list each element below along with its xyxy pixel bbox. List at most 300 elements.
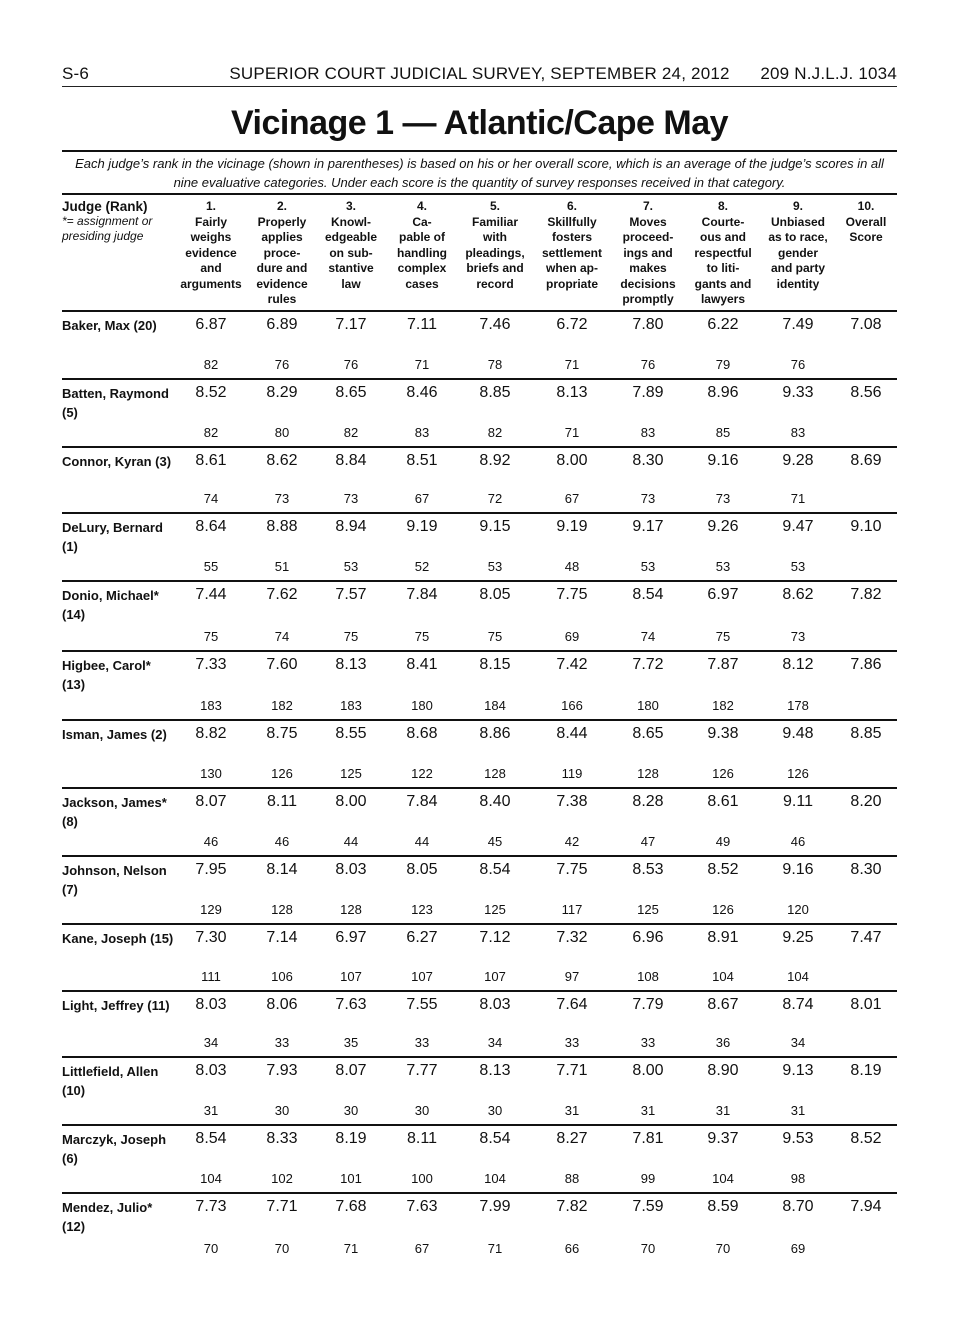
- judge-name-line: Connor, Kyran (3): [62, 454, 172, 469]
- header-rule: [62, 86, 897, 87]
- response-count: 180: [411, 698, 433, 713]
- column-header-1: [180, 199, 241, 292]
- table-row: [62, 378, 897, 448]
- category-score: 8.52: [707, 861, 739, 878]
- intro-paragraph: Each judge’s rank in the vicinage (shown in parentheses) is based on his or her overall score, which is an average of the judge’s scores in all nine evaluative categories. Under each score is the quantity of survey responses received in that category.: [75, 156, 884, 190]
- response-count: 76: [790, 357, 806, 372]
- response-count: 46: [790, 834, 806, 849]
- column-header-line: as to race,: [768, 230, 828, 244]
- citation: 209 N.J.L.J. 1034: [760, 64, 897, 83]
- response-count: 125: [340, 766, 362, 781]
- response-count: 53: [790, 559, 806, 574]
- category-score: 6.89: [266, 316, 298, 333]
- column-header-line: makes: [629, 261, 667, 275]
- category-score: 8.91: [707, 929, 739, 946]
- column-header-line: 3.: [345, 199, 356, 213]
- column-header-line: Score: [849, 230, 883, 244]
- response-count: 102: [271, 1171, 293, 1186]
- response-count: 126: [712, 766, 734, 781]
- category-score: 7.63: [335, 996, 367, 1013]
- category-score: 8.46: [406, 384, 438, 401]
- category-score: 8.11: [407, 1130, 437, 1147]
- category-score: 7.38: [556, 793, 588, 810]
- category-score: 7.60: [266, 656, 298, 673]
- judge-name: [62, 586, 174, 624]
- category-score: 8.90: [707, 1062, 739, 1079]
- response-count: 104: [712, 969, 734, 984]
- column-header-line: 1.: [205, 199, 217, 213]
- category-score: 7.63: [406, 1198, 438, 1215]
- response-count: 66: [564, 1241, 580, 1256]
- response-count: 30: [274, 1103, 290, 1118]
- judge-name-line: (10): [62, 1083, 86, 1098]
- category-score: 7.79: [632, 996, 664, 1013]
- category-score: 9.11: [783, 793, 813, 810]
- column-header-8: [694, 199, 751, 308]
- category-score: 7.95: [195, 861, 227, 878]
- column-header-line: arguments: [180, 276, 242, 291]
- column-header-line: and party: [770, 261, 825, 275]
- category-score: 9.25: [782, 929, 814, 946]
- column-header-line: ous and: [699, 230, 747, 244]
- category-score: 7.30: [195, 929, 227, 946]
- column-header-6: [542, 199, 602, 292]
- category-score: 7.49: [782, 316, 814, 333]
- category-score: 8.40: [479, 793, 511, 810]
- response-count: 44: [414, 834, 430, 849]
- judge-name-line: Littlefield, Allen: [62, 1064, 159, 1079]
- response-count: 30: [414, 1103, 430, 1118]
- response-count: 178: [787, 698, 809, 713]
- column-header-5: [465, 199, 524, 292]
- category-score: 8.84: [335, 452, 367, 469]
- response-count: 44: [343, 834, 359, 849]
- column-header-line: evidence: [256, 276, 308, 291]
- category-score: 8.05: [479, 586, 511, 603]
- category-score: 9.13: [782, 1062, 814, 1079]
- response-count: 75: [203, 629, 219, 644]
- category-score: 9.19: [556, 518, 588, 535]
- response-count: 33: [274, 1035, 290, 1050]
- response-count: 119: [561, 766, 583, 781]
- response-count: 123: [411, 902, 433, 917]
- judge-name: [62, 929, 174, 948]
- category-score: 8.14: [266, 861, 298, 878]
- response-count: 76: [274, 357, 290, 372]
- response-count: 46: [274, 834, 290, 849]
- category-score: 7.44: [195, 586, 227, 603]
- category-score: 7.73: [195, 1198, 227, 1215]
- response-count: 74: [203, 491, 219, 506]
- response-count: 182: [271, 698, 293, 713]
- column-header-line: propriate: [545, 276, 598, 291]
- running-head: [62, 64, 897, 86]
- table-row: [62, 310, 897, 380]
- column-header-line: 5.: [489, 199, 500, 213]
- category-score: 6.96: [632, 929, 664, 946]
- column-header-line: ings and: [623, 245, 673, 260]
- response-count: 52: [414, 559, 430, 574]
- category-score: 8.61: [707, 793, 739, 810]
- response-count: 80: [274, 425, 290, 440]
- category-score: 8.33: [266, 1130, 298, 1147]
- category-score: 7.64: [556, 996, 588, 1013]
- category-score: 8.82: [195, 725, 227, 742]
- response-count: 126: [712, 902, 734, 917]
- response-count: 88: [564, 1171, 580, 1186]
- response-count: 76: [343, 357, 359, 372]
- response-count: 74: [640, 629, 656, 644]
- column-header-line: applies: [261, 230, 303, 244]
- response-count: 33: [640, 1035, 656, 1050]
- response-count: 104: [787, 969, 809, 984]
- category-score: 9.19: [406, 518, 438, 535]
- category-score: 8.64: [195, 518, 227, 535]
- table-row: [62, 512, 897, 582]
- judge-name-line: (7): [62, 882, 78, 897]
- category-score: 8.62: [782, 586, 814, 603]
- column-header-line: identity: [776, 276, 820, 291]
- response-count: 30: [343, 1103, 359, 1118]
- category-score: 9.47: [782, 518, 814, 535]
- overall-score: 7.08: [850, 316, 882, 333]
- column-header-line: settlement: [541, 245, 603, 260]
- response-count: 130: [200, 766, 222, 781]
- response-count: 82: [343, 425, 359, 440]
- response-count: 83: [414, 425, 430, 440]
- category-score: 6.97: [707, 586, 739, 603]
- response-count: 108: [637, 969, 659, 984]
- column-header-line: Fairly: [194, 214, 228, 229]
- category-score: 8.07: [335, 1062, 367, 1079]
- category-score: 8.55: [335, 725, 367, 742]
- overall-score: 7.86: [850, 656, 882, 673]
- column-header-line: Overall: [845, 214, 887, 229]
- category-score: 8.54: [195, 1130, 227, 1147]
- response-count: 97: [564, 969, 580, 984]
- response-count: 182: [712, 698, 734, 713]
- category-score: 7.93: [266, 1062, 298, 1079]
- column-header-line: pable of: [398, 230, 445, 244]
- category-score: 8.00: [335, 793, 367, 810]
- response-count: 53: [640, 559, 656, 574]
- category-score: 8.62: [266, 452, 298, 469]
- judge-name-line: Donio, Michael*: [62, 588, 159, 603]
- category-score: 8.13: [556, 384, 588, 401]
- column-header-line: 9.: [792, 199, 803, 213]
- table-row: [62, 719, 897, 789]
- response-count: 128: [340, 902, 362, 917]
- response-count: 71: [790, 491, 806, 506]
- response-count: 53: [343, 559, 359, 574]
- judge-name-line: (12): [62, 1219, 86, 1234]
- category-score: 7.46: [479, 316, 511, 333]
- column-header-line: Ca-: [412, 214, 432, 229]
- column-header-2: [256, 199, 307, 308]
- table-row: [62, 1192, 897, 1264]
- column-header-line: gants and: [694, 276, 752, 291]
- category-score: 8.74: [782, 996, 814, 1013]
- response-count: 129: [200, 902, 222, 917]
- column-header-line: 10.: [857, 199, 875, 213]
- column-header-9: [768, 199, 827, 292]
- judge-name: [62, 793, 174, 831]
- category-score: 7.87: [707, 656, 739, 673]
- category-score: 8.13: [479, 1062, 511, 1079]
- response-count: 183: [340, 698, 362, 713]
- response-count: 71: [564, 425, 580, 440]
- judge-name-line: Isman, James (2): [62, 727, 167, 742]
- judge-name: [62, 1130, 174, 1168]
- category-score: 9.53: [782, 1130, 814, 1147]
- category-score: 9.48: [782, 725, 814, 742]
- category-score: 7.14: [266, 929, 298, 946]
- response-count: 75: [715, 629, 731, 644]
- category-score: 8.00: [632, 1062, 664, 1079]
- judge-name: [62, 996, 174, 1015]
- category-score: 7.99: [479, 1198, 511, 1215]
- table-row: [62, 580, 897, 652]
- judge-name: [62, 656, 174, 694]
- response-count: 180: [637, 698, 659, 713]
- response-count: 53: [487, 559, 503, 574]
- response-count: 83: [640, 425, 656, 440]
- response-count: 49: [715, 834, 731, 849]
- judge-name: [62, 725, 174, 744]
- category-score: 8.27: [556, 1130, 588, 1147]
- category-score: 8.88: [266, 518, 298, 535]
- category-score: 7.62: [266, 586, 298, 603]
- judge-header-title: Judge (Rank): [62, 199, 148, 214]
- response-count: 82: [487, 425, 503, 440]
- response-count: 70: [203, 1241, 219, 1256]
- response-count: 126: [787, 766, 809, 781]
- response-count: 117: [561, 902, 583, 917]
- judge-name-line: Mendez, Julio*: [62, 1200, 153, 1215]
- response-count: 75: [414, 629, 430, 644]
- column-header-line: edgeable: [324, 230, 378, 244]
- category-score: 8.52: [195, 384, 227, 401]
- response-count: 82: [203, 425, 219, 440]
- category-score: 8.29: [266, 384, 298, 401]
- category-score: 8.03: [195, 996, 227, 1013]
- category-score: 7.68: [335, 1198, 367, 1215]
- category-score: 6.27: [406, 929, 438, 946]
- response-count: 48: [564, 559, 580, 574]
- response-count: 106: [271, 969, 293, 984]
- judge-name-line: Baker, Max (20): [62, 318, 157, 333]
- overall-score: 8.52: [850, 1130, 882, 1147]
- category-score: 8.44: [556, 725, 588, 742]
- column-header-10: [846, 199, 887, 246]
- column-header-line: Skillfully: [547, 214, 597, 229]
- overall-score: 8.19: [850, 1062, 882, 1079]
- table-row: [62, 990, 897, 1058]
- column-header-line: 8.: [717, 199, 729, 213]
- column-header-line: gender: [777, 245, 818, 260]
- response-count: 67: [564, 491, 580, 506]
- response-count: 31: [203, 1103, 219, 1118]
- judge-name-line: (1): [62, 539, 78, 554]
- response-count: 104: [712, 1171, 734, 1186]
- category-score: 8.41: [406, 656, 438, 673]
- column-header-line: complex: [397, 261, 447, 275]
- category-score: 7.84: [406, 793, 438, 810]
- category-score: 7.42: [556, 656, 588, 673]
- column-header-line: with: [483, 230, 507, 244]
- category-score: 8.96: [707, 384, 739, 401]
- response-count: 128: [271, 902, 293, 917]
- category-score: 8.00: [556, 452, 588, 469]
- column-header-line: Unbiased: [770, 214, 825, 229]
- response-count: 128: [637, 766, 659, 781]
- response-count: 83: [790, 425, 806, 440]
- category-score: 9.16: [782, 861, 814, 878]
- response-count: 125: [484, 902, 506, 917]
- category-score: 9.16: [707, 452, 739, 469]
- response-count: 99: [640, 1171, 656, 1186]
- column-header-line: rules: [267, 292, 297, 306]
- judge-name-line: DeLury, Bernard: [62, 520, 163, 535]
- response-count: 73: [343, 491, 359, 506]
- judge-name-line: Jackson, James*: [62, 795, 167, 810]
- response-count: 166: [561, 698, 583, 713]
- category-score: 6.87: [195, 316, 227, 333]
- judge-name-line: (6): [62, 1151, 78, 1166]
- response-count: 98: [790, 1171, 806, 1186]
- category-score: 8.11: [267, 793, 297, 810]
- judge-name-line: Higbee, Carol*: [62, 658, 151, 673]
- category-score: 6.22: [707, 316, 739, 333]
- response-count: 31: [564, 1103, 580, 1118]
- response-count: 72: [487, 491, 503, 506]
- response-count: 126: [271, 766, 293, 781]
- column-header-line: Knowl-: [331, 214, 371, 229]
- page-label: S-6: [62, 64, 90, 83]
- response-count: 101: [340, 1171, 362, 1186]
- column-header-line: fosters: [551, 230, 592, 244]
- category-score: 8.53: [632, 861, 664, 878]
- response-count: 122: [411, 766, 433, 781]
- judge-name: [62, 384, 174, 422]
- column-header-line: decisions: [620, 276, 676, 291]
- category-score: 8.61: [195, 452, 227, 469]
- response-count: 78: [487, 357, 503, 372]
- category-score: 8.54: [479, 1130, 511, 1147]
- category-score: 8.86: [479, 725, 511, 742]
- category-score: 7.71: [266, 1198, 298, 1215]
- category-score: 8.03: [195, 1062, 227, 1079]
- response-count: 183: [200, 698, 222, 713]
- column-header-line: 6.: [566, 199, 577, 213]
- category-score: 7.84: [406, 586, 438, 603]
- response-count: 36: [715, 1035, 731, 1050]
- response-count: 107: [340, 969, 362, 984]
- category-score: 7.75: [556, 586, 588, 603]
- response-count: 76: [640, 357, 656, 372]
- category-score: 8.92: [479, 452, 511, 469]
- response-count: 107: [484, 969, 506, 984]
- page-title: Vicinage 1 — Atlantic/Cape May: [230, 104, 729, 142]
- overall-score: 8.85: [850, 725, 882, 742]
- response-count: 82: [203, 357, 219, 372]
- column-header-line: cases: [405, 276, 439, 291]
- category-score: 9.26: [707, 518, 739, 535]
- response-count: 30: [487, 1103, 503, 1118]
- column-header-line: stantive: [328, 261, 374, 275]
- judge-name: [62, 1198, 174, 1236]
- column-header-line: handling: [397, 245, 447, 260]
- overall-score: 7.82: [850, 586, 882, 603]
- column-header-4: [397, 199, 447, 292]
- table-row: [62, 446, 897, 514]
- response-count: 67: [414, 491, 430, 506]
- response-count: 42: [564, 834, 580, 849]
- category-score: 7.72: [632, 656, 664, 673]
- column-header-line: pleadings,: [465, 245, 525, 260]
- response-count: 104: [484, 1171, 506, 1186]
- judge-name-line: Kane, Joseph (15): [62, 931, 174, 946]
- category-score: 7.57: [335, 586, 367, 603]
- category-score: 8.12: [782, 656, 814, 673]
- category-score: 9.28: [782, 452, 814, 469]
- column-header-line: on sub-: [329, 245, 373, 260]
- category-score: 8.65: [632, 725, 664, 742]
- response-count: 51: [274, 559, 290, 574]
- category-score: 8.65: [335, 384, 367, 401]
- response-count: 46: [203, 834, 219, 849]
- table-row: [62, 650, 897, 721]
- column-header-line: briefs and: [466, 261, 524, 275]
- response-count: 69: [790, 1241, 806, 1256]
- category-score: 9.37: [707, 1130, 739, 1147]
- category-score: 8.70: [782, 1198, 814, 1215]
- response-count: 128: [484, 766, 506, 781]
- response-count: 104: [200, 1171, 222, 1186]
- column-header-line: Courte-: [701, 214, 745, 229]
- judge-column-header: [62, 199, 182, 244]
- category-score: 7.11: [407, 316, 437, 333]
- column-header-7: [620, 199, 675, 308]
- judge-name-line: Marczyk, Joseph: [62, 1132, 167, 1147]
- response-count: 31: [715, 1103, 731, 1118]
- category-score: 7.89: [632, 384, 664, 401]
- column-header-line: promptly: [622, 292, 674, 306]
- column-header-line: Moves: [629, 214, 667, 229]
- category-score: 9.15: [479, 518, 511, 535]
- category-score: 7.82: [556, 1198, 588, 1215]
- judge-name-line: Batten, Raymond: [62, 386, 169, 401]
- category-score: 8.51: [406, 452, 438, 469]
- response-count: 34: [790, 1035, 806, 1050]
- judge-name: [62, 861, 174, 899]
- response-count: 70: [274, 1241, 290, 1256]
- response-count: 73: [640, 491, 656, 506]
- response-count: 70: [640, 1241, 656, 1256]
- category-score: 7.77: [406, 1062, 438, 1079]
- response-count: 47: [640, 834, 656, 849]
- intro-rule: [62, 193, 897, 195]
- column-header-line: 2.: [276, 199, 287, 213]
- response-count: 107: [411, 969, 433, 984]
- response-count: 79: [715, 357, 731, 372]
- category-score: 7.71: [556, 1062, 588, 1079]
- response-count: 71: [487, 1241, 503, 1256]
- response-count: 73: [274, 491, 290, 506]
- response-count: 71: [343, 1241, 359, 1256]
- judge-name: [62, 316, 174, 335]
- column-header-line: and: [200, 261, 222, 275]
